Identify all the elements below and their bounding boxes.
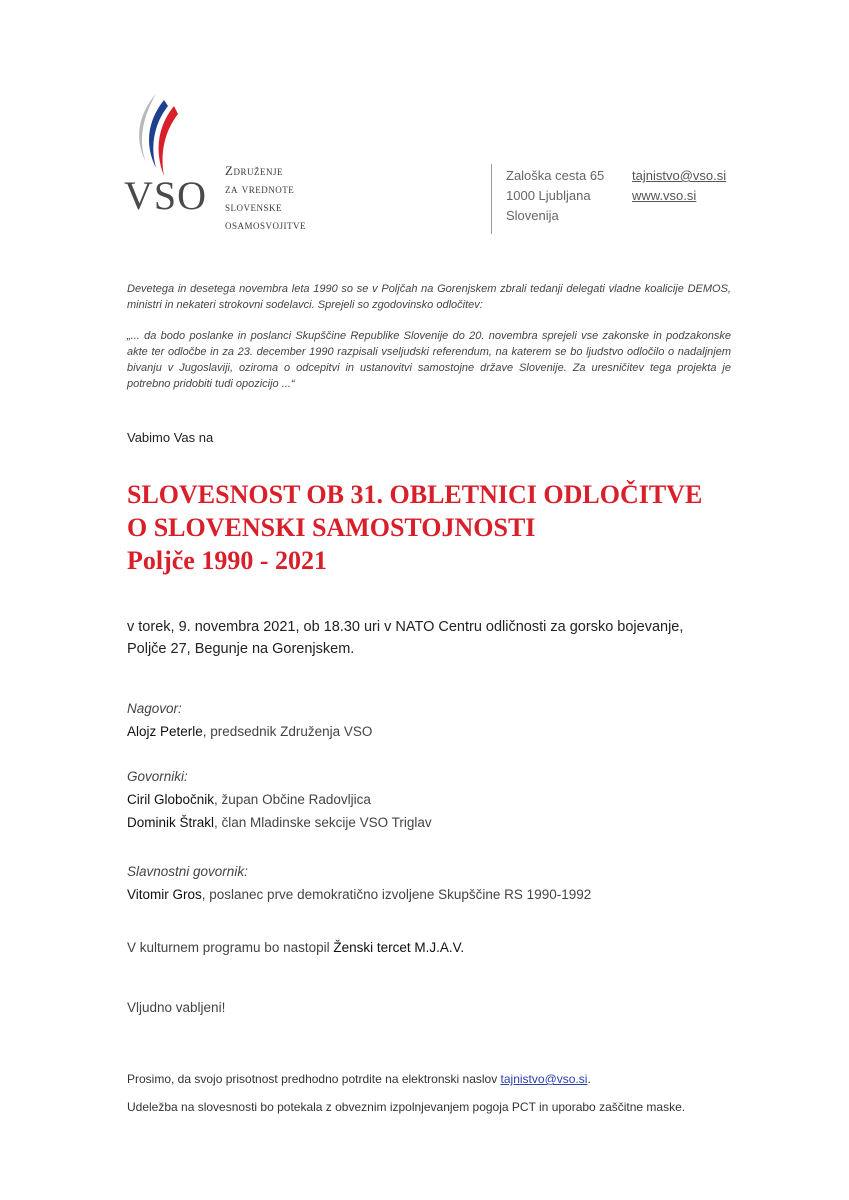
event-title-line: O SLOVENSKI SAMOSTOJNOSTI: [127, 513, 536, 542]
rsvp-email-link[interactable]: tajnistvo@vso.si: [500, 1072, 588, 1086]
address-block: [506, 166, 604, 226]
org-name-line: Združenje: [225, 163, 283, 178]
speaker-role: , član Mladinske sekcije VSO Triglav: [214, 815, 432, 830]
speaker-role: , poslanec prve demokratično izvoljene Skupščine RS 1990-1992: [201, 887, 592, 902]
nagovor-label: Nagovor:: [127, 701, 182, 716]
speaker-name: Ciril Globočnik: [127, 792, 215, 807]
invite-line: Vabimo Vas na: [127, 430, 214, 445]
speaker-name: Dominik Štrakl: [127, 815, 215, 830]
pct-note: Udeležba na slovesnosti bo potekala z obveznim izpolnjevanjem pogoja PCT in uporabo zaščitne maske.: [127, 1100, 686, 1114]
organization-name: [225, 162, 306, 234]
speaker-role: , župan Občine Radovljica: [214, 792, 371, 807]
slavnostni-section: [127, 860, 591, 906]
address-city: 1000 Ljubljana: [506, 188, 591, 203]
event-title-line: Poljče 1990 - 2021: [127, 546, 328, 575]
nagovor-section: [127, 697, 372, 743]
logo-wordmark: VSO: [124, 173, 208, 218]
culture-performer: Ženski tercet M.J.A.V.: [333, 940, 465, 955]
intro-paragraph: Devetega in desetega novembra leta 1990 so se v Poljčah na Gorenjskem zbrali tedanji delegati vladne koalicije DEMOS, ministri in nekateri strokovni sodelavci. Sprejeli so zgodovinsko odločitev:: [127, 283, 731, 311]
email-link[interactable]: tajnistvo@vso.si: [632, 168, 727, 183]
speaker-name: Vitomir Gros: [127, 887, 202, 902]
slavnostni-label: Slavnostni govornik:: [127, 864, 248, 879]
rsvp-prefix: Prosimo, da svojo prisotnost predhodno potrdite na elektronski naslov: [127, 1072, 501, 1086]
speaker-role: , predsednik Združenja VSO: [202, 724, 373, 739]
govorniki-label: Govorniki:: [127, 769, 188, 784]
govornik-item: [127, 788, 432, 811]
address-street: Zaloška cesta 65: [506, 168, 605, 183]
org-name-line: slovenske: [225, 199, 283, 214]
event-date: v torek, 9. novembra 2021, ob 18.30 uri v NATO Centru odličnosti za gorsko bojevanje,: [127, 619, 684, 635]
vso-logo-icon: [128, 92, 188, 184]
rsvp-suffix: .: [587, 1072, 591, 1086]
culture-program: [127, 936, 464, 959]
nagovor-speaker: [127, 720, 372, 743]
event-location: Poljče 27, Begunje na Gorenjskem.: [127, 641, 355, 657]
event-date-location: [127, 616, 683, 660]
event-title: [127, 478, 702, 577]
address-country: Slovenija: [506, 208, 559, 223]
rsvp-note: [127, 1071, 591, 1087]
intro-quote: „... da bodo poslanke in poslanci Skupščine Republike Slovenije do 20. novembra sprejeli vse zakonske in podzakonske akte ter odločbe in za 23. december 1990 razpisali vseljudski referendum, na katerem se bo ljudstvo odločilo o nadaljnjem bivanju v Jugoslaviji, oziroma o odcepitvi in ustanovitvi samostojne države Slovenije. Za uresničitev tega projekta je potrebno pridobiti tudi opozicijo ...“: [127, 330, 731, 390]
org-name-line: osamosvojitve: [225, 217, 307, 232]
contact-block: [632, 166, 726, 206]
govorniki-section: [127, 765, 432, 834]
govornik-item: [127, 811, 432, 834]
header-divider: [491, 164, 492, 234]
closing-text: Vljudno vabljeni!: [127, 1000, 226, 1015]
speaker-name: Alojz Peterle: [127, 724, 203, 739]
culture-prefix: V kulturnem programu bo nastopil: [127, 940, 334, 955]
closing-line: [127, 996, 225, 1019]
slavnostni-speaker: [127, 883, 591, 906]
website-link[interactable]: www.vso.si: [632, 188, 697, 203]
event-title-line: SLOVESNOST OB 31. OBLETNICI ODLOČITVE: [127, 480, 703, 509]
org-name-line: za vrednote: [225, 181, 295, 196]
